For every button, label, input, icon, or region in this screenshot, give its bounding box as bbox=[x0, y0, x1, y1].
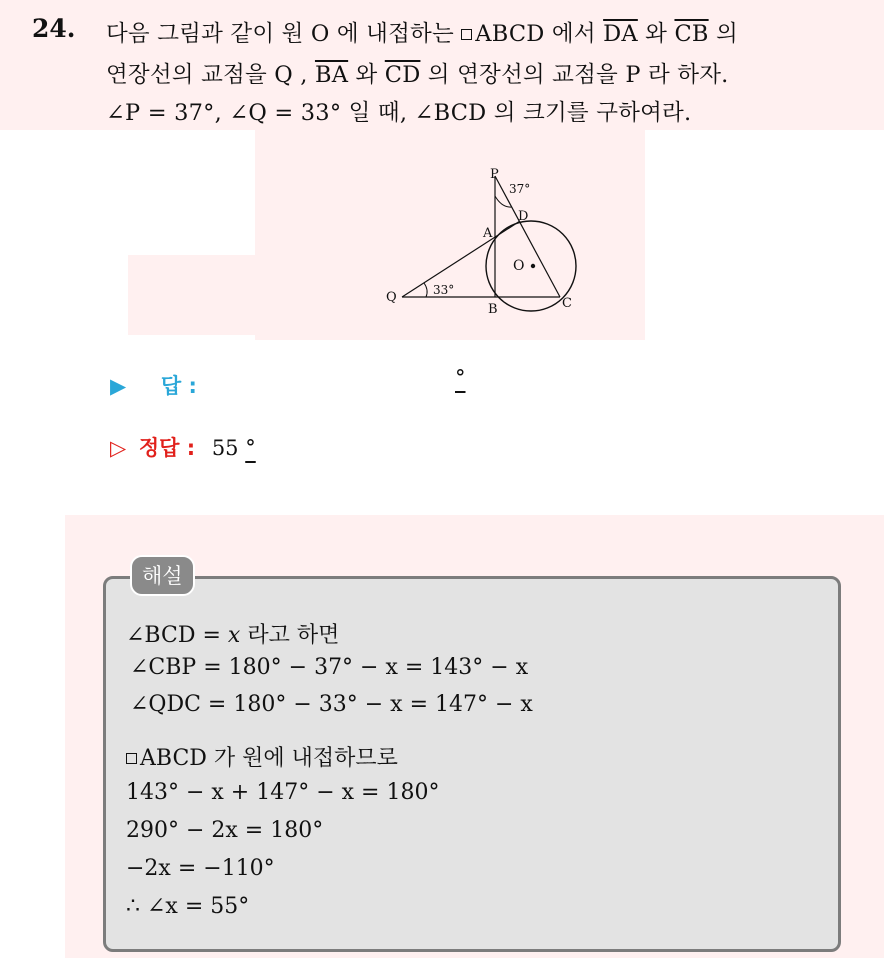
solution-line: 143° − x + 147° − x = 180° bbox=[126, 780, 440, 805]
answer-unit: ° bbox=[455, 366, 466, 390]
segment-da: $\overline{DA}$ bbox=[603, 21, 638, 47]
center-dot bbox=[531, 264, 535, 268]
angle-q-label: 33° bbox=[433, 283, 455, 297]
angle-arc-q bbox=[424, 283, 427, 297]
correct-label: 정답 : bbox=[138, 436, 196, 460]
label-o: O bbox=[513, 258, 525, 274]
solution-line: ∠QDC = 180° − 33° − x = 147° − x bbox=[130, 692, 533, 717]
quadrilateral-symbol bbox=[461, 29, 472, 40]
solution-variable: x bbox=[227, 623, 241, 648]
segment-cb: $\overline{CB}$ bbox=[674, 21, 709, 47]
quadrilateral-symbol bbox=[126, 753, 137, 764]
label-q: Q bbox=[386, 290, 397, 305]
question-text: 다음 그림과 같이 원 O 에 내접하는 bbox=[106, 21, 462, 47]
solution-line: ∠CBP = 180° − 37° − x = 143° − x bbox=[130, 655, 529, 680]
question-number: 24. bbox=[32, 14, 76, 43]
label-a: A bbox=[483, 226, 493, 241]
answer-marker-icon: ▶ bbox=[110, 374, 127, 398]
question-line-3: ∠P = 37°, ∠Q = 33° 일 때, ∠BCD 의 크기를 구하여라. bbox=[106, 100, 692, 126]
answer-row bbox=[110, 370, 197, 400]
question-text: 와 bbox=[637, 21, 675, 47]
question-line-1 bbox=[106, 16, 738, 48]
label-p: P bbox=[490, 167, 499, 182]
angle-p-label: 37° bbox=[509, 182, 531, 196]
question-text: 와 bbox=[348, 62, 385, 88]
solution-line bbox=[126, 618, 339, 649]
answer-label: 답 : bbox=[160, 374, 197, 398]
solution-text: ∠BCD = bbox=[126, 623, 228, 648]
solution-line: ∴ ∠x = 55° bbox=[126, 894, 250, 919]
question-text: ABCD 에서 bbox=[475, 21, 604, 47]
geometry-figure bbox=[380, 160, 590, 320]
correct-answer-row bbox=[110, 432, 256, 462]
solution-line: −2x = −110° bbox=[126, 856, 275, 881]
question-text: 의 연장선의 교점을 P 라 하자. bbox=[420, 62, 729, 88]
question-text: 연장선의 교점을 Q , bbox=[106, 62, 315, 88]
question-line-2 bbox=[106, 57, 729, 89]
solution-tag: 해설 bbox=[130, 555, 195, 596]
label-d: D bbox=[518, 209, 529, 224]
label-c: C bbox=[562, 296, 572, 311]
angle-arc-p bbox=[495, 196, 512, 207]
solution-text: ABCD 가 원에 내접하므로 bbox=[140, 746, 398, 771]
correct-marker-icon: ▷ bbox=[110, 436, 127, 460]
solution-line bbox=[126, 741, 398, 772]
question-text: 의 bbox=[708, 21, 738, 47]
label-b: B bbox=[488, 302, 498, 317]
solution-text: 라고 하면 bbox=[240, 623, 340, 648]
segment-ba: $\overline{BA}$ bbox=[314, 62, 349, 88]
background-wash bbox=[128, 255, 256, 335]
correct-unit: ° bbox=[245, 436, 256, 460]
segment-cd: $\overline{CD}$ bbox=[384, 62, 421, 88]
solution-line: 290° − 2x = 180° bbox=[126, 818, 324, 843]
correct-value: 55 bbox=[211, 436, 239, 460]
line-qd bbox=[402, 221, 520, 297]
